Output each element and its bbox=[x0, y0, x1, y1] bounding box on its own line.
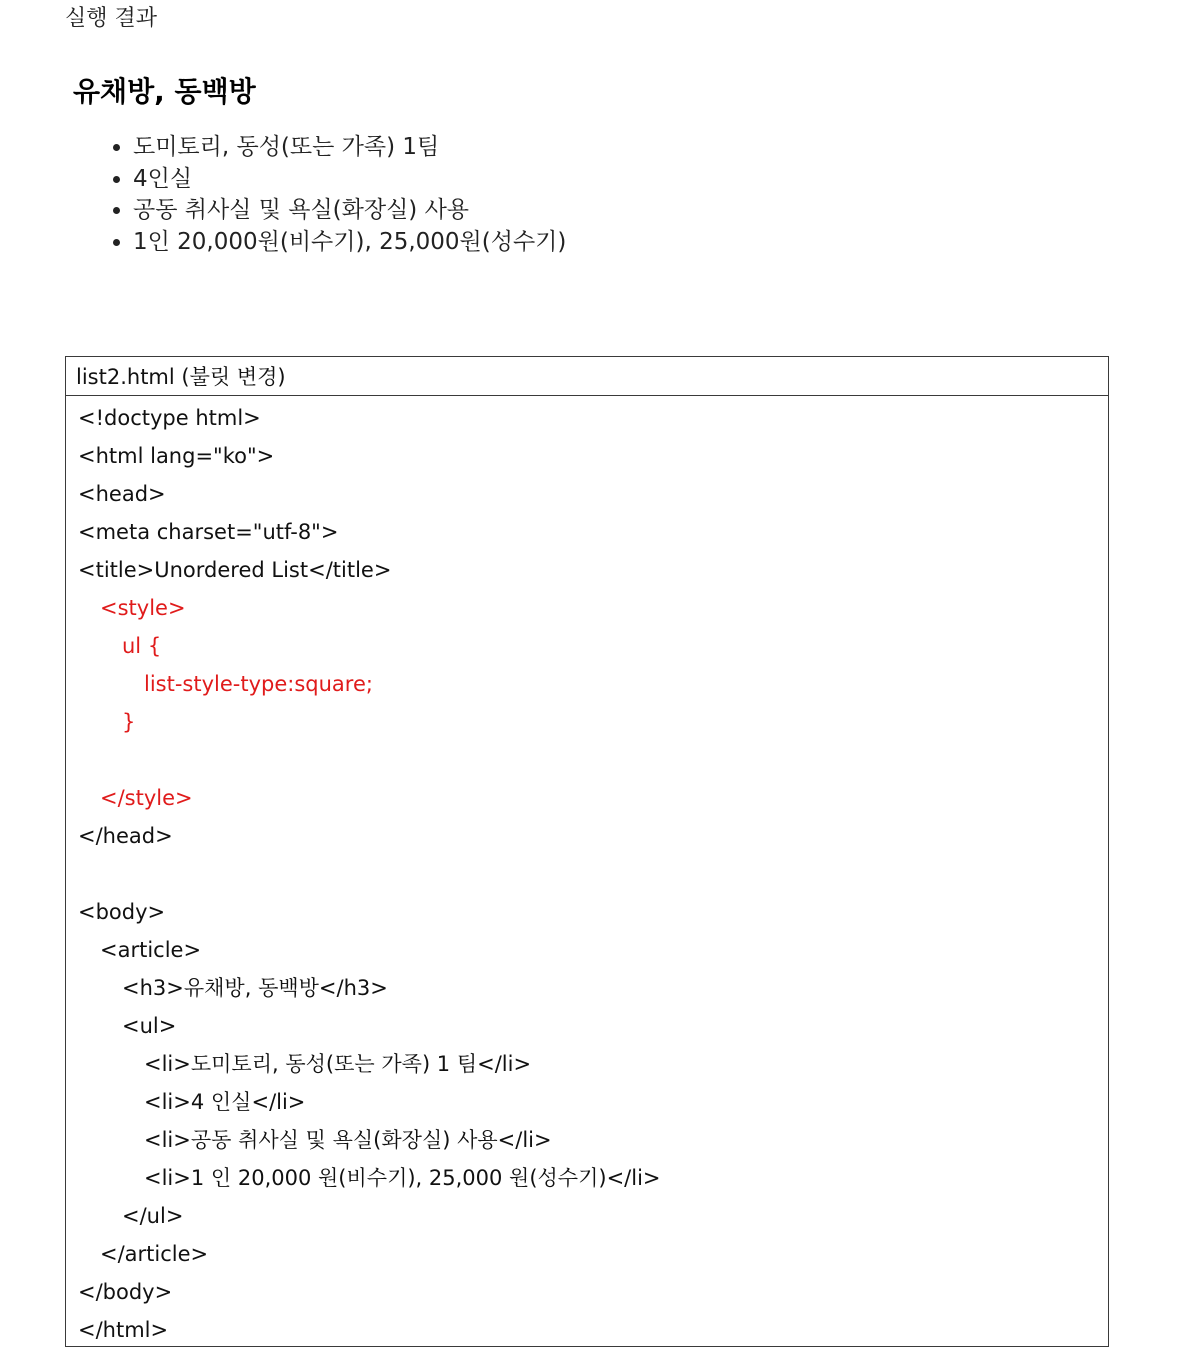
code-line: <html lang="ko"> bbox=[78, 444, 275, 468]
code-body bbox=[66, 396, 1108, 1349]
list-item: • 도미토리, 동성(또는 가족) 1팀 bbox=[133, 132, 773, 164]
code-line: </style> bbox=[100, 786, 193, 810]
code-line: <h3>유채방, 동백방</h3> bbox=[122, 976, 388, 1000]
preview-list bbox=[73, 132, 773, 258]
code-line: </html> bbox=[78, 1318, 169, 1342]
code-line: <body> bbox=[78, 900, 166, 924]
preview-heading: 유채방, 동백방 bbox=[73, 75, 256, 108]
code-line: <style> bbox=[100, 596, 186, 620]
code-line: <!doctype html> bbox=[78, 406, 261, 430]
code-listing-box bbox=[65, 356, 1109, 1347]
code-line: <title>Unordered List</title> bbox=[78, 558, 392, 582]
code-line: <article> bbox=[100, 938, 202, 962]
code-line: </head> bbox=[78, 824, 173, 848]
code-line: ul { bbox=[122, 634, 162, 658]
code-line: </ul> bbox=[122, 1204, 184, 1228]
code-line: <li>도미토리, 동성(또는 가족) 1 팀</li> bbox=[144, 1052, 532, 1076]
code-line: <ul> bbox=[122, 1014, 177, 1038]
code-line: } bbox=[122, 710, 136, 734]
list-item: • 1인 20,000원(비수기), 25,000원(성수기) bbox=[133, 227, 773, 259]
code-line: list-style-type:square; bbox=[144, 672, 373, 696]
code-filename-header: list2.html (불릿 변경) bbox=[66, 357, 1108, 396]
list-item: • 공동 취사실 및 욕실(화장실) 사용 bbox=[133, 195, 773, 227]
code-line: <li>1 인 20,000 원(비수기), 25,000 원(성수기)</li> bbox=[144, 1166, 661, 1190]
code-line: </body> bbox=[78, 1280, 173, 1304]
result-caption: 실행 결과 bbox=[65, 6, 158, 31]
code-line: </article> bbox=[100, 1242, 209, 1266]
code-line: <li>4 인실</li> bbox=[144, 1090, 306, 1114]
code-line: <meta charset="utf-8"> bbox=[78, 520, 339, 544]
code-line bbox=[66, 855, 1108, 893]
code-line: <head> bbox=[78, 482, 166, 506]
render-preview bbox=[73, 72, 773, 258]
code-line: <li>공동 취사실 및 욕실(화장실) 사용</li> bbox=[144, 1128, 552, 1152]
code-line bbox=[66, 741, 1108, 779]
list-item: • 4인실 bbox=[133, 164, 773, 196]
